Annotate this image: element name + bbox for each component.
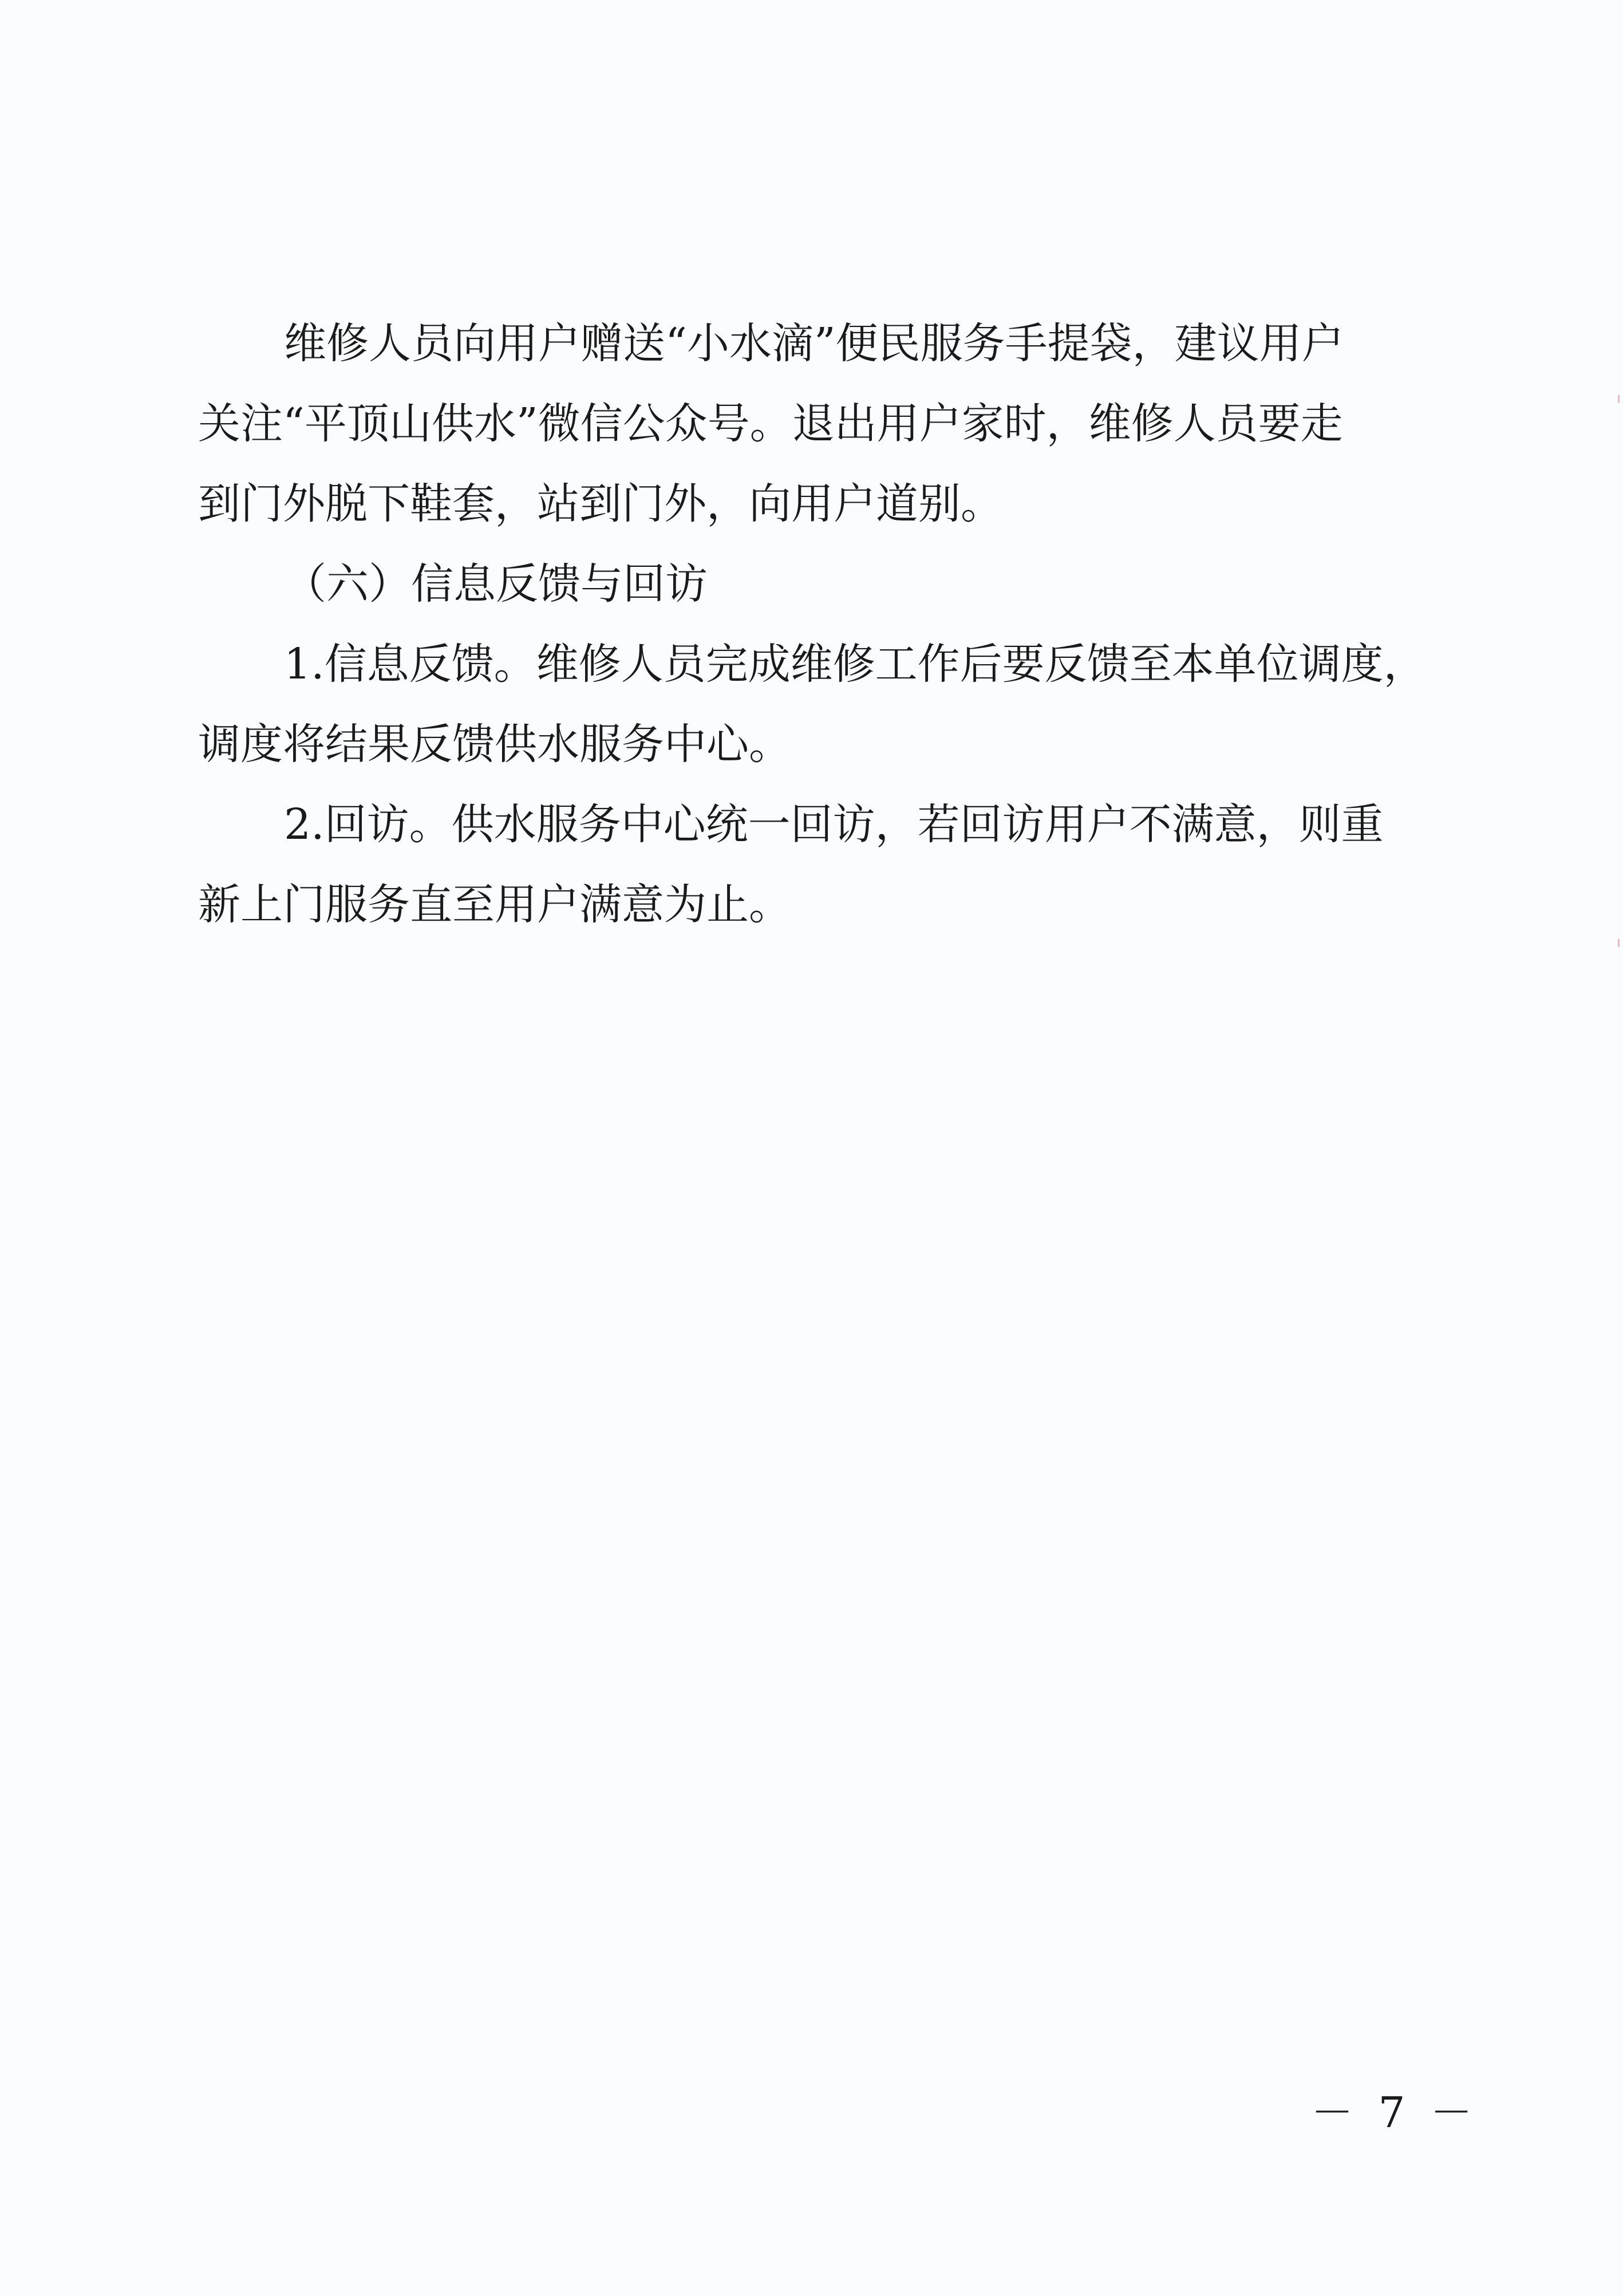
scan-edge-mark [1618, 395, 1620, 403]
paragraph-line: 到门外脱下鞋套，站到门外，向用户道别。 [198, 479, 1003, 528]
scan-edge-mark [1618, 939, 1620, 947]
paragraph-line: 调度将结果反馈供水服务中心。 [198, 720, 791, 769]
paragraph-line: 2.回访。供水服务中心统一回访，若回访用户不满意，则重 [284, 800, 1384, 849]
section-heading: （六）信息反馈与回访 [284, 559, 708, 609]
paragraph-line: 维修人员向用户赠送“小水滴”便民服务手提袋，建议用户 [284, 319, 1344, 368]
page-number: － 7 － [1311, 2088, 1479, 2137]
paragraph-line: 关注“平顶山供水”微信公众号。退出用户家时，维修人员要走 [198, 399, 1343, 448]
paragraph-line: 新上门服务直至用户满意为止。 [198, 880, 791, 929]
paragraph-line: 1.信息反馈。维修人员完成维修工作后要反馈至本单位调度， [284, 640, 1426, 689]
